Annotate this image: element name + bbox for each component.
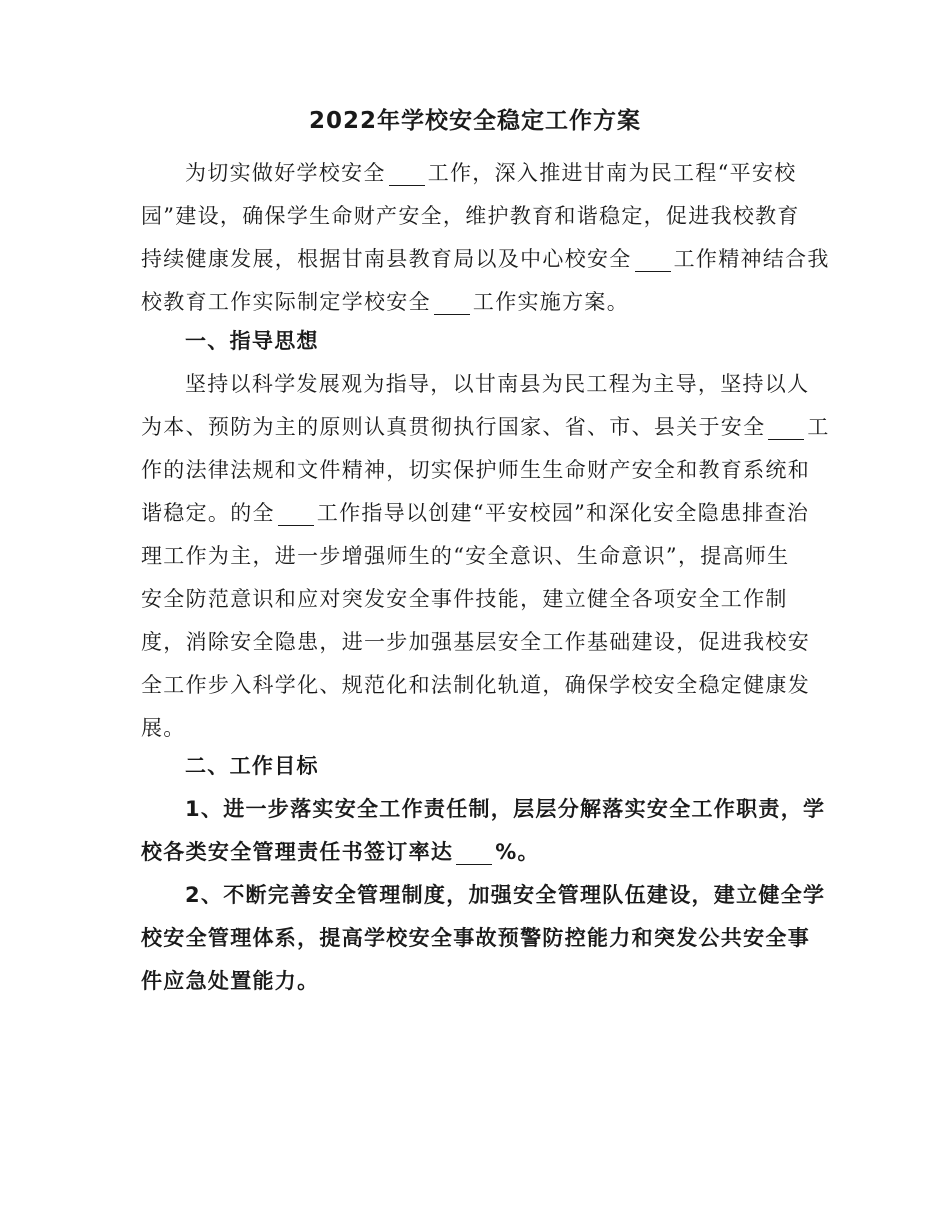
text-line: 1、进一步落实安全工作责任制，层层分解落实安全工作职责，学 — [185, 797, 826, 821]
fill-blank — [635, 247, 671, 272]
text-line — [141, 238, 830, 281]
fill-blank — [768, 415, 804, 440]
text-segment: 谐稳定。的全 — [141, 501, 275, 525]
text-segment: 为本、预防为主的原则认真贯彻执行国家、省、市、县关于安全 — [141, 415, 766, 439]
text-segment: 工作实施方案。 — [472, 290, 630, 314]
text-line — [141, 281, 813, 324]
text-segment: 校教育工作实际制定学校安全 — [141, 290, 431, 314]
fill-blank — [434, 290, 470, 315]
text-segment: 持续健康发展，根据甘南县教育局以及中心校安全 — [141, 247, 632, 271]
text-line: 2、不断完善安全管理制度，加强安全管理队伍建设，建立健全学 — [185, 883, 826, 907]
text-line — [141, 406, 830, 449]
document-title: 2022年学校安全稳定工作方案 — [308, 108, 641, 134]
intro-paragraph — [141, 152, 830, 324]
fill-blank — [389, 161, 425, 186]
text-line: 度，消除安全隐患，进一步加强基层安全工作基础建设，促进我校安 — [141, 630, 810, 654]
text-segment: 工作精神结合我 — [673, 247, 830, 271]
text-line: 件应急处置能力。 — [141, 969, 320, 993]
text-line: 展。 — [141, 716, 186, 740]
section-work-goals — [141, 745, 826, 1003]
section-heading: 一、指导思想 — [185, 329, 319, 353]
text-line: 理工作为主，进一步增强师生的“安全意识、生命意识”，提高师生 — [141, 544, 790, 568]
section-heading: 二、工作目标 — [185, 754, 319, 778]
fill-blank — [278, 501, 314, 526]
text-segment: 工作指导以创建“平安校园”和深化安全隐患排查治 — [316, 501, 810, 525]
text-line — [141, 492, 813, 535]
section-guiding-thought — [141, 320, 830, 750]
text-line: 坚持以科学发展观为指导，以甘南县为民工程为主导，坚持以人 — [185, 372, 810, 396]
text-segment: 为切实做好学校安全 — [185, 161, 386, 185]
text-segment: 工作，深入推进甘南为民工程“平安校 — [427, 161, 797, 185]
text-line — [141, 152, 813, 195]
text-segment: 校各类安全管理责任书签订率达 — [141, 840, 454, 864]
text-segment: %。 — [495, 840, 540, 864]
text-line — [141, 831, 813, 874]
text-line: 全工作步入科学化、规范化和法制化轨道，确保学校安全稳定健康发 — [141, 673, 810, 697]
text-line: 校安全管理体系，提高学校安全事故预警防控能力和突发公共安全事 — [141, 926, 810, 950]
text-line: 安全防范意识和应对突发安全事件技能，建立健全各项安全工作制 — [141, 587, 788, 611]
text-segment: 工 — [807, 415, 830, 439]
text-line: 作的法律法规和文件精神，切实保护师生生命财产安全和教育系统和 — [141, 458, 810, 482]
text-line: 园”建设，确保学生命财产安全，维护教育和谐稳定，促进我校教育 — [141, 204, 800, 228]
fill-blank — [456, 840, 492, 865]
